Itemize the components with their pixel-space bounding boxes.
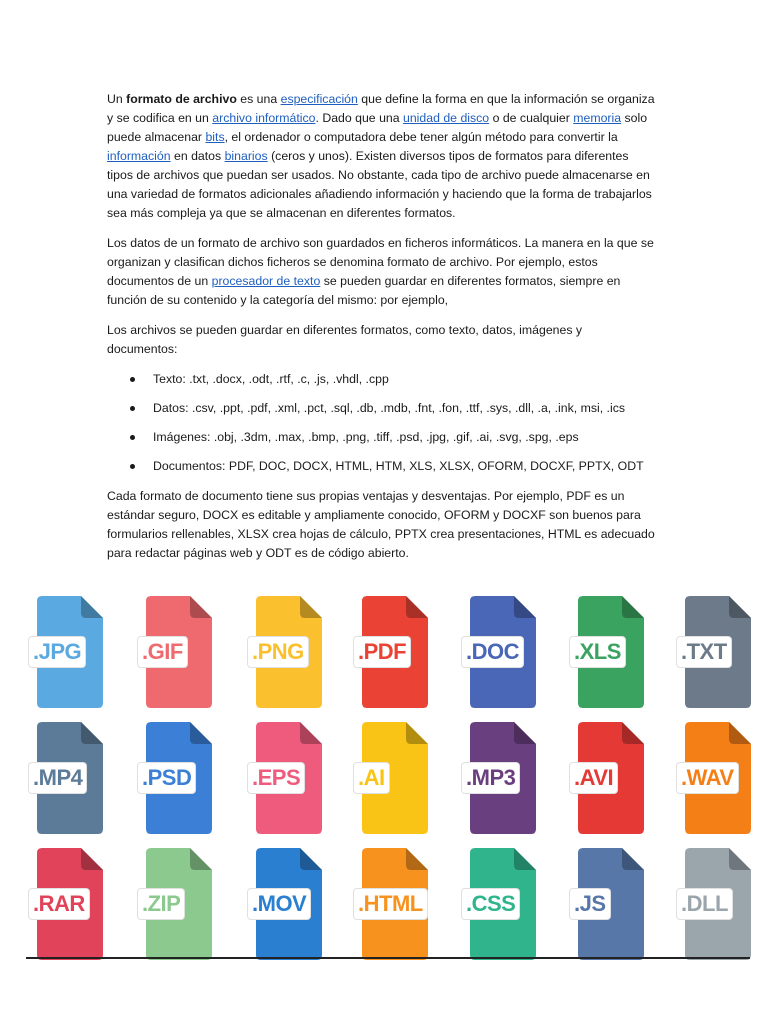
text: es una: [236, 92, 281, 106]
text: solo puede almacenar: [107, 111, 648, 144]
text: o de cualquier: [489, 111, 574, 125]
file-icon-txt: [681, 596, 751, 708]
file-icon-html: [358, 848, 428, 960]
file-icon-xls: [574, 596, 644, 708]
file-icon-mp4: [33, 722, 103, 834]
file-extension-label: .EPS: [247, 762, 305, 794]
text: , el ordenador o computadora debe tener algún método para convertir la: [224, 130, 618, 144]
file-icon-mp3: [466, 722, 536, 834]
file-icon-css: [466, 848, 536, 960]
paragraph-4: Cada formato de documento tiene sus propias ventajas y desventajas. Por ejemplo, PDF es un estándar seguro, DOCX es editable y ampliamente conocido, OFORM y DOCXF son buenos para formularios rellenables, XLSX crea hojas de cálculo, PPTX crea presentaciones, HTML es adecuado para redactar páginas web y ODT es de código abierto.: [107, 489, 655, 560]
link-archivo-informatico[interactable]: archivo informático: [212, 111, 316, 125]
list-item: Datos: .csv, .ppt, .pdf, .xml, .pct, .sql, .db, .mdb, .fnt, .fon, .ttf, .sys, .dll, .a, .ink, msi, .ics: [153, 399, 655, 418]
text: que define la forma en que la información se organiza y se codifica en un: [107, 92, 655, 125]
format-list: [107, 370, 655, 476]
file-extension-label: .XLS: [569, 636, 626, 668]
file-icon-rar: [33, 848, 103, 960]
file-icon-png: [252, 596, 322, 708]
link-memoria[interactable]: memoria: [573, 111, 622, 125]
document-body: [107, 90, 655, 574]
file-icon-jpg: [33, 596, 103, 708]
file-extension-label: .PNG: [247, 636, 309, 668]
file-icon-zip: [142, 848, 212, 960]
file-icon-dll: [681, 848, 751, 960]
file-extension-label: .TXT: [676, 636, 732, 668]
file-extension-label: .ZIP: [137, 888, 185, 920]
file-extension-label: .AI: [353, 762, 390, 794]
file-extension-label: .DOC: [461, 636, 524, 668]
text: (ceros y unos). Existen diversos tipos de formatos para diferentes tipos de archivos que puedan ser usados. No obstante, cada tipo de archivo puede almacenarse en una variedad de formatos adicionales añadiendo información y haciendo que la forma de trabajarlos sea más compleja ya que se almacenan en diferentes formatos.: [107, 149, 652, 220]
file-icon-avi: [574, 722, 644, 834]
file-extension-label: .HTML: [353, 888, 428, 920]
file-extension-label: .RAR: [28, 888, 90, 920]
text: . Dado que una: [315, 111, 403, 125]
paragraph-3: Los archivos se pueden guardar en diferentes formatos, como texto, datos, imágenes y documentos:: [107, 323, 583, 356]
text: Los datos de un formato de archivo son guardados en ficheros informáticos. La manera en la que se organizan y clasifican dichos ficheros se denomina formato de archivo. Por ejemplo, estos documentos de un: [107, 236, 654, 288]
bold-term: formato de archivo: [126, 92, 237, 106]
file-extension-label: .MOV: [247, 888, 311, 920]
file-icon-doc: [466, 596, 536, 708]
link-especificacion[interactable]: especificación: [280, 92, 358, 106]
file-extension-label: .JPG: [28, 636, 86, 668]
file-extension-label: .JS: [569, 888, 611, 920]
link-unidad-de-disco[interactable]: unidad de disco: [403, 111, 490, 125]
file-extension-label: .PSD: [137, 762, 196, 794]
list-item: Imágenes: .obj, .3dm, .max, .bmp, .png, .tiff, .psd, .jpg, .gif, .ai, .svg, .spg, .eps: [153, 428, 655, 447]
file-extension-label: .CSS: [461, 888, 520, 920]
link-informacion[interactable]: información: [107, 149, 171, 163]
file-extension-label: .GIF: [137, 636, 188, 668]
file-extension-label: .MP3: [461, 762, 520, 794]
file-icon-eps: [252, 722, 322, 834]
link-binarios[interactable]: binarios: [224, 149, 268, 163]
text: Un: [107, 92, 127, 106]
paragraph-2: [107, 234, 655, 310]
file-icon-wav: [681, 722, 751, 834]
file-format-icons-image: [0, 590, 768, 962]
file-icon-gif: [142, 596, 212, 708]
file-extension-label: .AVI: [569, 762, 618, 794]
file-extension-label: .WAV: [676, 762, 739, 794]
text: se pueden guardar en diferentes formatos, siempre en función de su contenido y la categoría del mismo: por ejemplo,: [107, 274, 621, 307]
file-icon-mov: [252, 848, 322, 960]
file-icon-ai: [358, 722, 428, 834]
list-item: Texto: .txt, .docx, .odt, .rtf, .c, .js, .vhdl, .cpp: [153, 370, 655, 389]
file-icon-psd: [142, 722, 212, 834]
list-item: Documentos: PDF, DOC, DOCX, HTML, HTM, XLS, XLSX, OFORM, DOCXF, PPTX, ODT: [153, 457, 655, 476]
file-extension-label: .DLL: [676, 888, 733, 920]
file-extension-label: .PDF: [353, 636, 411, 668]
file-extension-label: .MP4: [28, 762, 87, 794]
image-bottom-border: [26, 957, 750, 959]
link-bits[interactable]: bits: [205, 130, 225, 144]
file-icon-js: [574, 848, 644, 960]
link-procesador-de-texto[interactable]: procesador de texto: [211, 274, 321, 288]
paragraph-1: [107, 90, 655, 223]
file-icon-pdf: [358, 596, 428, 708]
text: en datos: [170, 149, 225, 163]
